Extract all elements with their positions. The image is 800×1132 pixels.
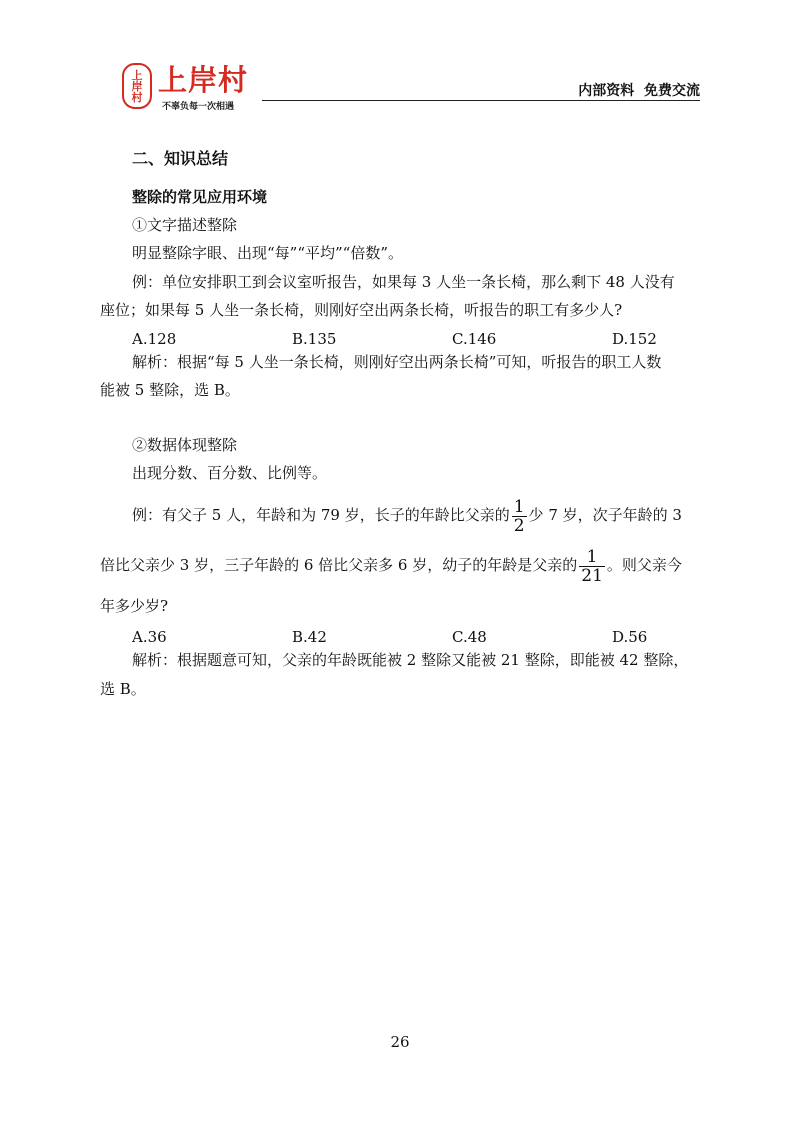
header-rule bbox=[262, 100, 700, 101]
section-subtitle: 整除的常见应用环境 bbox=[132, 188, 268, 206]
fraction-denominator: 2 bbox=[513, 515, 525, 536]
part1-heading: ①文字描述整除 bbox=[132, 216, 238, 234]
part1-example-line: 例：单位安排职工到会议室听报告，如果每 3 人坐一条长椅，那么剩下 48 人没有 bbox=[132, 273, 675, 291]
section-title: 二、知识总结 bbox=[132, 149, 229, 168]
example-text: 少 7 岁，次子年龄的 3 bbox=[528, 506, 682, 524]
part2-analysis-line: 选 B。 bbox=[100, 680, 146, 698]
fraction-one-twentyfirst bbox=[579, 548, 605, 585]
header-tag: 内部资料 免费交流 bbox=[578, 83, 700, 99]
logo-seal-char: 上 bbox=[131, 68, 143, 82]
option-d: D.152 bbox=[612, 330, 657, 348]
part1-analysis-line: 能被 5 整除，选 B。 bbox=[100, 381, 240, 399]
part2-heading: ②数据体现整除 bbox=[132, 436, 238, 454]
part1-desc: 明显整除字眼、出现“每”“平均”“倍数”。 bbox=[132, 244, 404, 262]
page-header bbox=[0, 0, 800, 120]
part2-analysis-line: 解析：根据题意可知，父亲的年龄既能被 2 整除又能被 21 整除，即能被 42 整除， bbox=[132, 651, 689, 669]
fraction-denominator: 21 bbox=[581, 565, 603, 586]
fraction-numerator: 1 bbox=[586, 546, 598, 567]
option-a: A.128 bbox=[132, 330, 177, 348]
option-a: A.36 bbox=[132, 628, 167, 646]
example-text: 。则父亲今 bbox=[606, 556, 682, 574]
logo-name: 上岸村 bbox=[158, 63, 249, 97]
option-c: C.146 bbox=[452, 330, 497, 348]
option-c: C.48 bbox=[452, 628, 487, 646]
logo-seal-char: 岸 bbox=[131, 79, 143, 93]
part2-example-line bbox=[100, 496, 732, 535]
logo-seal-char: 村 bbox=[131, 90, 143, 104]
example-text: 例：有父子 5 人，年龄和为 79 岁，长子的年龄比父亲的 bbox=[132, 506, 510, 524]
fraction-numerator: 1 bbox=[513, 496, 525, 517]
fraction-one-half bbox=[512, 498, 527, 535]
option-d: D.56 bbox=[612, 628, 648, 646]
logo-seal bbox=[122, 63, 152, 109]
part1-example-line: 座位；如果每 5 人坐一条长椅，则刚好空出两条长椅，听报告的职工有多少人? bbox=[100, 301, 623, 319]
part2-example-line: 年多少岁? bbox=[100, 597, 169, 615]
part2-desc: 出现分数、百分数、比例等。 bbox=[132, 464, 328, 482]
logo-slogan: 不辜负每一次相遇 bbox=[162, 102, 235, 112]
page-number: 26 bbox=[390, 1033, 410, 1051]
example-text: 倍比父亲少 3 岁，三子年龄的 6 倍比父亲多 6 岁，幼子的年龄是父亲的 bbox=[100, 556, 578, 574]
option-b: B.135 bbox=[292, 330, 337, 348]
part2-example-line bbox=[100, 546, 700, 585]
option-b: B.42 bbox=[292, 628, 327, 646]
part1-analysis-line: 解析：根据“每 5 人坐一条长椅，则刚好空出两条长椅”可知，听报告的职工人数 bbox=[132, 353, 662, 371]
